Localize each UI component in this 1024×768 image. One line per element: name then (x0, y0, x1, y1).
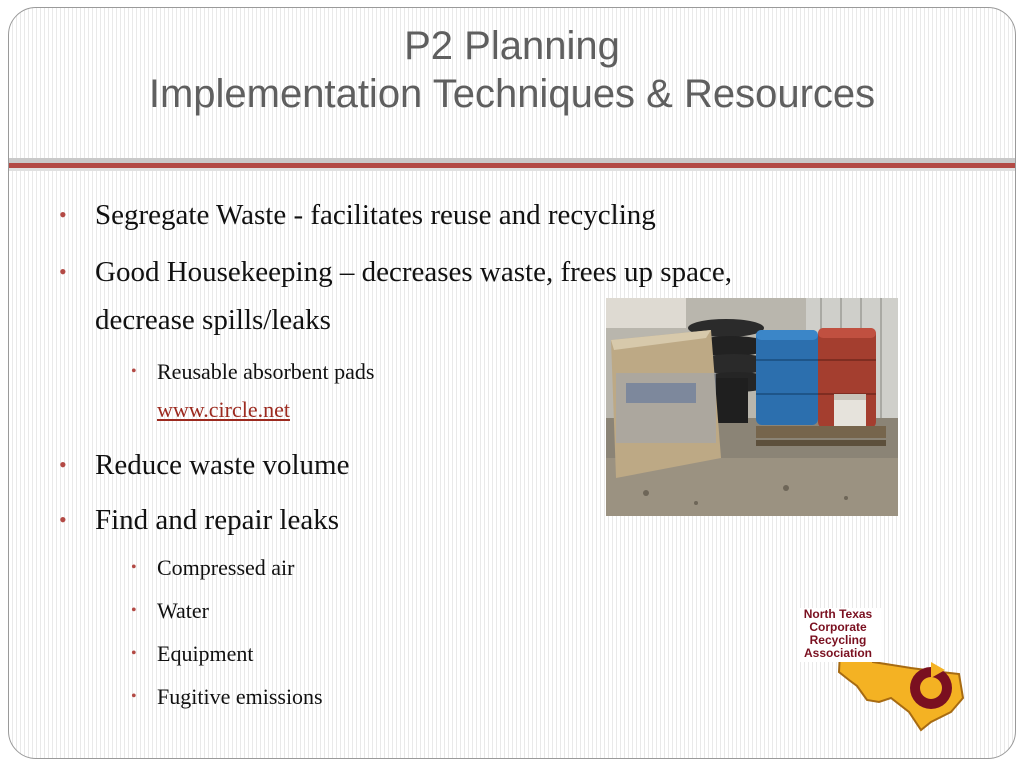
sub-bullet-text: Fugitive emissions (157, 684, 323, 709)
sub-bullet-absorbent-pads (131, 358, 375, 386)
sub-bullet-text: Compressed air (157, 555, 295, 580)
bullet-text: Segregate Waste - facilitates reuse and recycling (95, 199, 656, 231)
sub-bullet-compressed-air (131, 554, 295, 582)
logo-line-2: Corporate (809, 620, 867, 634)
bullet-dot: • (59, 452, 67, 477)
bullet-dot: • (59, 507, 67, 532)
sub-bullet-dot: • (131, 363, 137, 380)
bullet-text: Good Housekeeping – decreases waste, frees up space, (95, 256, 732, 288)
sub-bullet-text: Reusable absorbent pads (157, 359, 375, 384)
sub-bullet-equipment (131, 640, 254, 668)
circle-net-link[interactable]: www.circle.net (157, 397, 290, 422)
title-divider-light (9, 168, 1015, 171)
title-line-1: P2 Planning (404, 24, 620, 68)
sub-bullet-dot: • (131, 688, 137, 705)
ntcra-logo (791, 602, 979, 732)
logo-line-3: Recycling (809, 633, 867, 647)
sub-bullet-fugitive-emissions (131, 683, 323, 711)
logo-text (797, 608, 879, 660)
sub-bullet-text: Equipment (157, 641, 254, 666)
logo-line-1: North Texas (803, 607, 873, 621)
title-line-2: Implementation Techniques & Resources (148, 72, 876, 116)
waste-drums-photo (606, 298, 898, 516)
sub-bullet-link-row (157, 396, 290, 424)
sub-bullet-dot: • (131, 602, 137, 619)
bullet-text: decrease spills/leaks (95, 304, 331, 336)
sub-bullet-dot: • (131, 645, 137, 662)
sub-bullet-water (131, 597, 209, 625)
bullet-dot: • (59, 259, 67, 284)
bullet-text: Find and repair leaks (95, 504, 340, 536)
bullet-text: Reduce waste volume (95, 449, 350, 481)
bullet-dot: • (59, 202, 67, 227)
waste-drums-illustration (606, 298, 898, 516)
sub-bullet-dot: • (131, 559, 137, 576)
slide-title (9, 22, 1015, 118)
slide (8, 7, 1016, 759)
sub-bullet-text: Water (157, 598, 209, 623)
logo-line-4: Association (803, 646, 872, 660)
